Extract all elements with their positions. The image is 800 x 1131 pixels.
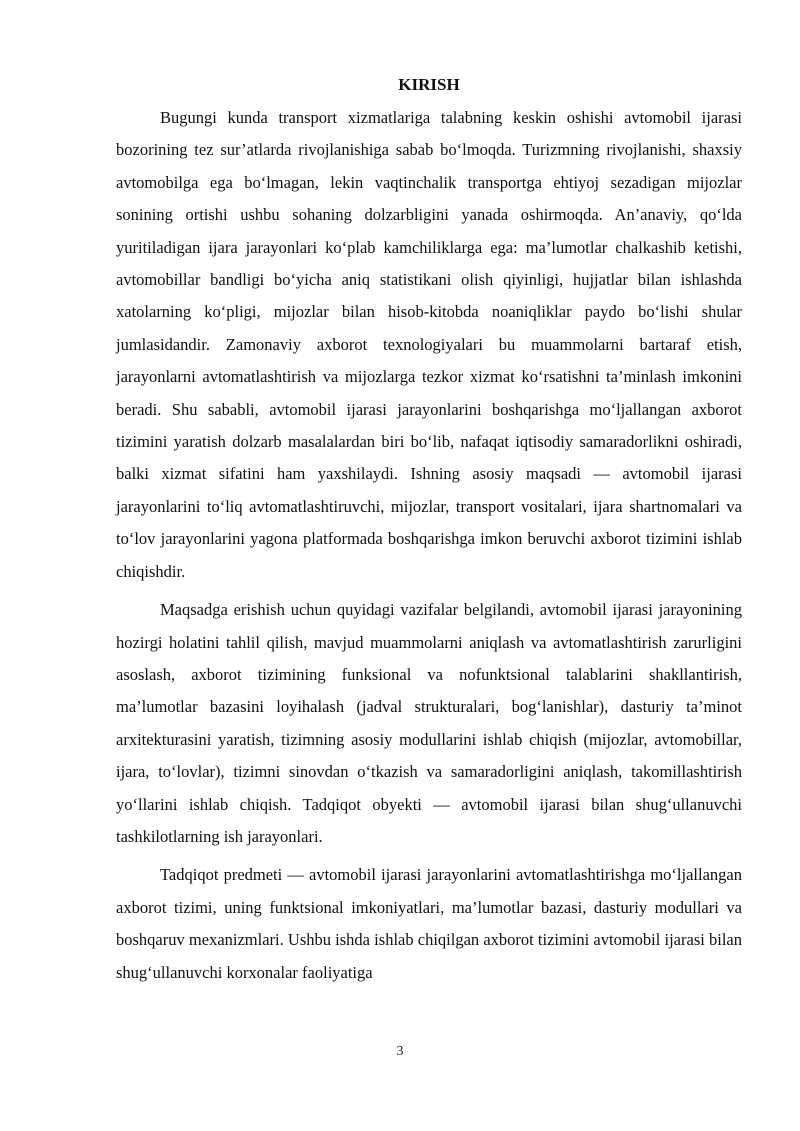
paragraph-introduction: Bugungi kunda transport xizmatlariga talabning keskin oshishi avtomobil ijarasi bozorining tez sur’atlarda rivojlanishiga sabab bo‘lmoqda. Turizmning rivojlanishi, shaxsiy avtomobilga ega bo‘lmagan, lekin vaqtinchalik transportga ehtiyoj sezadigan mijozlar sonining ortishi ushbu sohaning dolzarbligini yanada oshirmoqda. An’anaviy, qo‘lda yuritiladigan ijara jarayonlari ko‘plab kamchiliklarga ega: ma’lumotlar chalkashib ketishi, avtomobillar bandligi bo‘yicha aniq statistikani olish qiyinligi, hujjatlar bilan ishlashda xatolarning ko‘pligi, mijozlar bilan hisob-kitobda noaniqliklar paydo bo‘lishi shular jumlasidandir. Zamonaviy axborot texnologiyalari bu muammolarni bartaraf etish, jarayonlarni avtomatlashtirish va mijozlarga tezkor xizmat ko‘rsatishni ta’minlash imkonini beradi. Shu sababli, avtomobil ijarasi jarayonlarini boshqarishga mo‘ljallangan axborot tizimini yaratish dolzarb masalalardan biri bo‘lib, nafaqat iqtisodiy samaradorlikni oshiradi, balki xizmat sifatini ham yaxshilaydi. Ishning asosiy maqsadi — avtomobil ijarasi jarayonlarini to‘liq avtomatlashtiruvchi, mijozlar, transport vositalari, ijara shartnomalari va to‘lov jarayonlarini yagona platformada boshqarishga imkon beruvchi axborot tizimini ishlab chiqishdir. [116,108,742,581]
section-heading: KIRISH [398,75,460,94]
page-number: 3 [396,1044,404,1059]
document-page [116,74,742,989]
paragraph-tasks: Maqsadga erishish uchun quyidagi vazifalar belgilandi, avtomobil ijarasi jarayonining hozirgi holatini tahlil qilish, mavjud muammolarni aniqlash va avtomatlashtirish zarurligini asoslash, axborot tizimining funksional va nofunktsional talablarini shakllantirish, ma’lumotlar bazasini loyihalash (jadval strukturalari, bog‘lanishlar), dasturiy ta’minot arxitekturasini yaratish, tizimning asosiy modullarini ishlab chiqish (mijozlar, avtomobillar, ijara, to‘lovlar), tizimni sinovdan o‘tkazish va samaradorligini aniqlash, takomillashtirish yo‘llarini ishlab chiqish. Tadqiqot obyekti — avtomobil ijarasi bilan shug‘ullanuvchi tashkilotlarning ish jarayonlari. [116,600,742,846]
paragraph-subject: Tadqiqot predmeti — avtomobil ijarasi jarayonlarini avtomatlashtirishga mo‘ljallangan axborot tizimi, uning funktsional imkoniyatlari, ma’lumotlar bazasi, dasturiy modullari va boshqaruv mexanizmlari. Ushbu ishda ishlab chiqilgan axborot tizimini avtomobil ijarasi bilan shug‘ullanuvchi korxonalar faoliyatiga [116,865,742,982]
